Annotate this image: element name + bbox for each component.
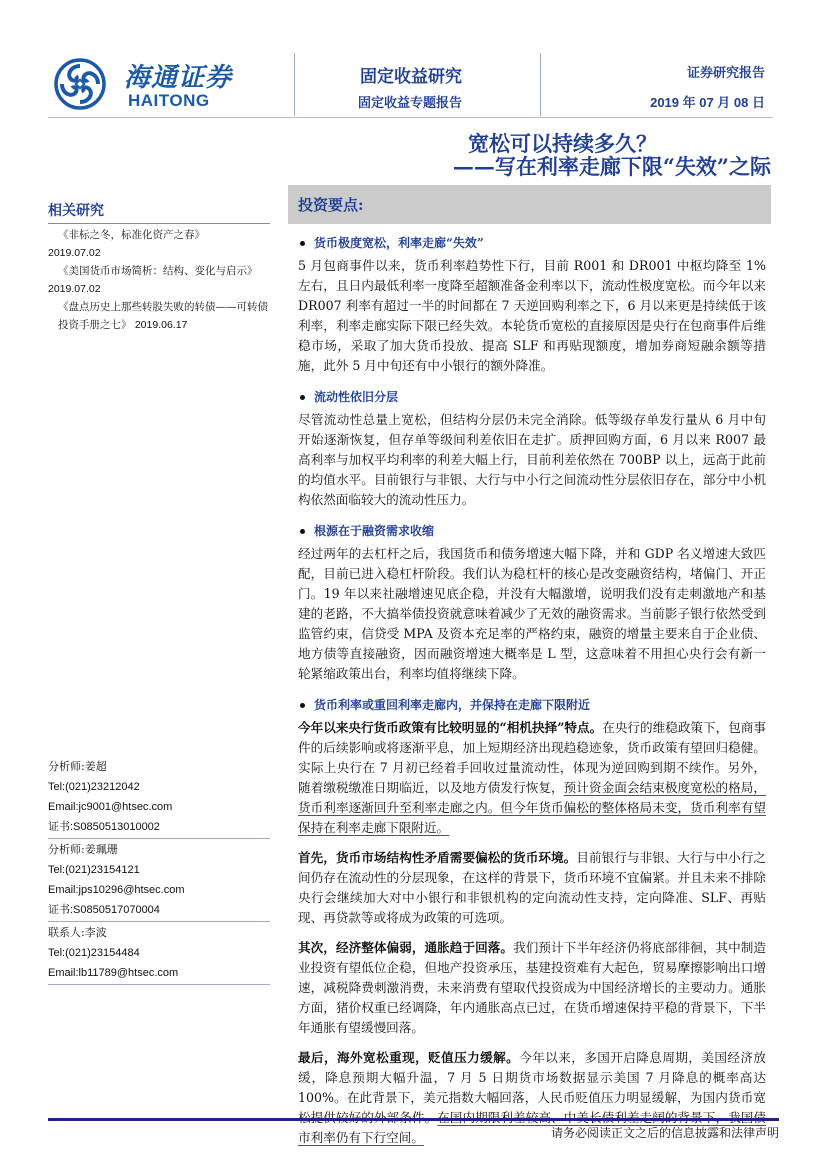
contact-card	[48, 757, 270, 839]
paragraph-text: 今年以来，多国开启降息周期，美国经济放缓，降息预期大幅升温，7 月 5 日期货市场数据显示美国 7 月降息的概率高达 100%。在此背景下，美元指数大幅回落，人民币贬值压力明显缓解，为国内货币宽	[298, 1050, 767, 1105]
contact-tel: Tel:(021)23154484	[48, 947, 140, 959]
related-item-date: 2019.06.17	[134, 319, 188, 331]
report-title: 宽松可以持续多久？	[468, 131, 657, 156]
paragraph-lead: 今年以来央行货币政策有比较明显的“相机抉择”特点。	[298, 720, 603, 735]
related-research-heading: 相关研究	[48, 200, 270, 224]
report-type: 证券研究报告	[686, 66, 765, 81]
section-paragraph	[298, 848, 766, 928]
paragraph-lead: 其次，经济整体偏弱，通胀趋于回落。	[298, 940, 514, 955]
paragraph-lead: 首先，货币市场结构性矛盾需要偏松的货币环境。	[298, 850, 577, 865]
related-item-title[interactable]	[48, 298, 270, 334]
related-research-list	[48, 226, 270, 334]
paragraph-highlight: 预计资金面会结束极度宽松的格局，货币利率逐渐回升至利率走廊之内。但今年货币偏松的整体格局未变，货币利率有望保持在利率走廊下限附近。	[298, 780, 767, 835]
section-heading: 货币极度宽松，利率走廊“失效”	[298, 232, 766, 254]
header-divider	[294, 53, 295, 116]
report-body	[298, 232, 766, 1158]
report-subtitle: ——写在利率走廊下限“失效”之际	[452, 154, 771, 179]
related-item[interactable]	[48, 262, 270, 298]
header-divider	[540, 53, 541, 116]
contact-email[interactable]: Email:jps10296@htsec.com	[48, 884, 185, 896]
brand-name-en: HAITONG	[128, 91, 210, 110]
analyst-contacts	[48, 757, 270, 986]
related-item-date: 2019.07.02	[48, 247, 101, 259]
brand-name-cn: 海通证券	[124, 63, 233, 93]
related-item-title-text: 《盘点历史上那些转股失败的转债——可转债投资手册之七》	[58, 301, 268, 331]
related-research	[48, 200, 270, 334]
footer-rule	[48, 1118, 779, 1121]
contact-tel: Tel:(021)23154121	[48, 864, 140, 876]
contact-email[interactable]: Email:lb11789@htsec.com	[48, 967, 179, 979]
contact-cert: 证书:S0850517070004	[48, 904, 160, 916]
section-paragraph: 5 月包商事件以来，货币利率趋势性下行，目前 R001 和 DR001 中枢均降至 1%左右，且日内最低利率一度降至超额准备金利率以下，流动性极度宽松。而今年以来 DR007 利率有超过一半的时间都在 7 天逆回购利率之下，6 月以来更是持续低于该利率，利率走廊实际下限已经失效。本轮货币宽松的直接原因是央行在包商事件后维稳市场，采取了加大货币投放、提高 SLF 和再贴现额度，增加券商短融余额等措施，此外 5 月中旬还有中小银行的额外降准。	[298, 258, 766, 373]
contact-role: 分析师:姜超	[48, 760, 107, 773]
paragraph-lead: 最后，海外宽松重现，贬值压力缓解。	[298, 1050, 520, 1065]
related-item[interactable]	[48, 298, 270, 334]
contact-role: 分析师:姜珮珊	[48, 843, 118, 856]
header-rule	[48, 117, 773, 118]
contact-email[interactable]: Email:jc9001@htsec.com	[48, 801, 173, 813]
section-paragraph: 尽管流动性总量上宽松，但结构分层仍未完全消除。低等级存单发行量从 6 月中旬开始逐渐恢复，但存单等级间利差依旧在走扩。质押回购方面，6 月以来 R007 最高利率与加权平均利率的利差大幅上行，目前利差依然在 700BP 以上，远高于此前的均值水平。目前银行与非银、大行与中小行之间流动性分层依旧存在，部分中小机构依然面临较大的流动性压力。	[298, 412, 766, 507]
haitong-logo-icon	[54, 58, 106, 110]
section-heading: 根源在于融资需求收缩	[298, 520, 766, 542]
report-subcategory: 固定收益专题报告	[358, 96, 463, 111]
key-points-header	[288, 185, 771, 224]
section-heading: 货币利率或重回利率走廊内，并保持在走廊下限附近	[298, 694, 766, 716]
paragraph-highlight: 市利率仍有下行空间。	[298, 1130, 424, 1145]
related-item-title[interactable]: 《美国货币市场简析：结构、变化与启示》	[58, 265, 258, 277]
paragraph-text: 目前银行与非银、大行与中小行之间仍存在流动性的分层现象，在这样的背景下，货币环境不宜偏紧。并且未来不排除央行会继续加大对中小银行和非银机构的定向流动性支持，定向降准、SLF、再贴现、再贷款等或将成为政策的可选项。	[298, 850, 767, 925]
report-date: 2019 年 07 月 08 日	[650, 95, 765, 110]
contact-role: 联系人:李波	[48, 926, 107, 939]
paragraph-text: 在央行的维稳政策下，包商事件的后续影响或将逐渐平息，加上短期经济出现趋稳迹象，货币政策有望回归稳健。实际上央行在 7 月初已经着手回收过量流动性，体现为逆回购到期不续作。另外，随着缴税缴准日期临近，以及地方债发行恢复，	[298, 720, 766, 795]
related-item[interactable]	[48, 226, 270, 262]
contact-card	[48, 923, 270, 985]
related-item-date: 2019.07.02	[48, 283, 101, 295]
contact-card	[48, 840, 270, 922]
section-paragraph	[298, 938, 766, 1038]
contact-cert: 证书:S0850513010002	[48, 821, 160, 833]
key-points-heading: 投资要点:	[298, 196, 364, 214]
section-paragraph	[298, 718, 766, 838]
contact-tel: Tel:(021)23212042	[48, 781, 140, 793]
section-paragraph: 经过两年的去杠杆之后，我国货币和债务增速大幅下降，并和 GDP 名义增速大致匹配，目前已进入稳杠杆阶段。我们认为稳杠杆的核心是改变融资结构，堵偏门、开正门。19 年以来社融增速见底企稳，并没有大幅激增，说明我们没有走刺激地产和基建的老路，不大搞举债投资就意味着减少了无效的融资需求。当前影子银行依然受到监管约束，信贷受 MPA 及资本充足率的严格约束，融资的增量主要来自于企业债、地方债等直接融资，因而融资增速大概率是 L 型，这意味着不用担心央行会有新一轮紧缩政策出台，利率均值将继续下降。	[298, 546, 766, 681]
related-item-title[interactable]: 《非标之冬，标准化资产之春》	[58, 229, 205, 241]
section-heading: 流动性依旧分层	[298, 386, 766, 408]
footer-disclaimer[interactable]: 请务必阅读正文之后的信息披露和法律声明	[550, 1126, 779, 1140]
report-category: 固定收益研究	[360, 67, 462, 87]
paragraph-text: 我们预计下半年经济仍将底部徘徊，其中制造业投资有望低位企稳，但地产投资承压，基建投资难有大起色，贸易摩擦影响出口增速，减税降费刺激消费，未来消费有望取代投资成为中国经济增长的主要动力。通胀方面，猪价权重已经调降，年内通胀高点已过，在货币增速保持平稳的背景下，下半年通胀有望缓慢回落。	[298, 940, 767, 1035]
